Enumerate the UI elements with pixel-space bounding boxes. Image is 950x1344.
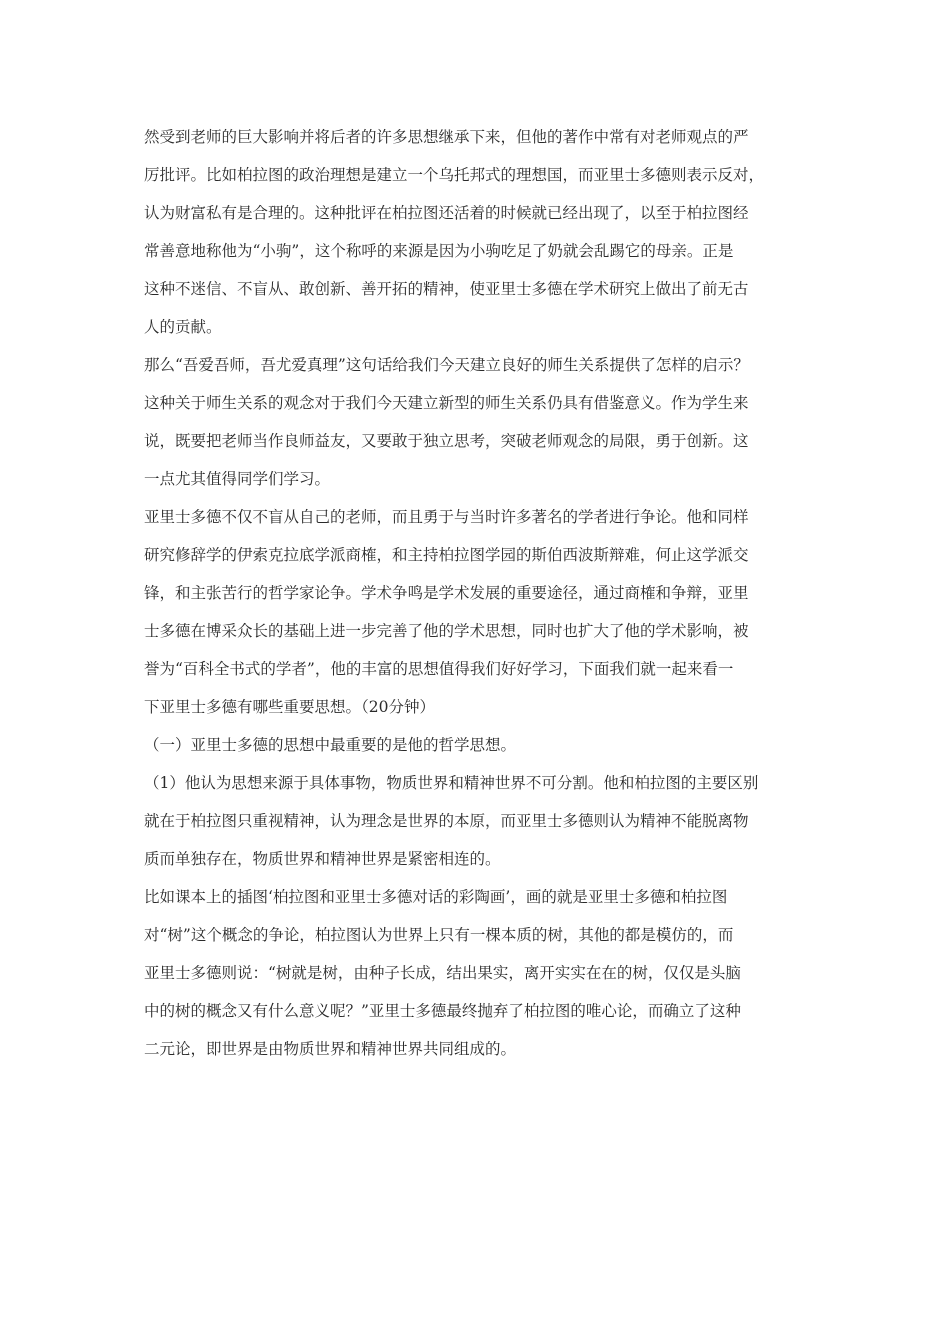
text-line: 然受到老师的巨大影响并将后者的许多思想继承下来，但他的著作中常有对老师观点的严 [144, 128, 749, 146]
text-line: 亚里士多德则说：“树就是树，由种子长成，结出果实，离开实实在在的树，仅仅是头脑 [144, 964, 741, 982]
text-line: 二元论，即世界是由物质世界和精神世界共同组成的。 [144, 1040, 517, 1058]
text-line: 说，既要把老师当作良师益友，又要敢于独立思考，突破老师观念的局限，勇于创新。这 [144, 432, 749, 450]
text-line: 下亚里士多德有哪些重要思想。（20分钟） [144, 698, 435, 716]
text-line: 人的贡献。 [144, 318, 222, 336]
text-line: 质而单独存在，物质世界和精神世界是紧密相连的。 [144, 850, 501, 868]
paragraph-point-1 [144, 764, 808, 878]
text-line: 认为财富私有是合理的。这种批评在柏拉图还活着的时候就已经出现了，以至于柏拉图经 [144, 204, 749, 222]
document-body [144, 118, 808, 1068]
text-line: 一点尤其值得同学们学习。 [144, 470, 331, 488]
section-heading-philosophy [144, 726, 808, 764]
text-line: 士多德在博采众长的基础上进一步完善了他的学术思想，同时也扩大了他的学术影响，被 [144, 622, 749, 640]
text-line: 誉为“百科全书式的学者”，他的丰富的思想值得我们好好学习，下面我们就一起来看一 [144, 660, 734, 678]
paragraph-tree-example [144, 878, 808, 1068]
text-line: 研究修辞学的伊索克拉底学派商榷，和主持柏拉图学园的斯伯西波斯辩难，何止这学派交 [144, 546, 749, 564]
text-line: （1）他认为思想来源于具体事物，物质世界和精神世界不可分割。他和柏拉图的主要区别 [144, 774, 759, 792]
paragraph-criticism [144, 118, 808, 346]
text-line: 厉批评。比如柏拉图的政治理想是建立一个乌托邦式的理想国，而亚里士多德则表示反对， [144, 166, 765, 184]
text-line: 这种关于师生关系的观念对于我们今天建立新型的师生关系仍具有借鉴意义。作为学生来 [144, 394, 749, 412]
text-line: 那么“吾爱吾师，吾尤爱真理”这句话给我们今天建立良好的师生关系提供了怎样的启示？ [144, 356, 749, 374]
text-line: 比如课本上的插图‘柏拉图和亚里士多德对话的彩陶画’，画的就是亚里士多德和柏拉图 [144, 888, 728, 906]
text-line: 中的树的概念又有什么意义呢？”亚里士多德最终抛弃了柏拉图的唯心论，而确立了这种 [144, 1002, 741, 1020]
paragraph-teacher-student [144, 346, 808, 498]
paragraph-debates [144, 498, 808, 726]
text-line: 亚里士多德不仅不盲从自己的老师，而且勇于与当时许多著名的学者进行争论。他和同样 [144, 508, 749, 526]
text-line: 常善意地称他为“小驹”，这个称呼的来源是因为小驹吃足了奶就会乱踢它的母亲。正是 [144, 242, 734, 260]
text-line: 对“树”这个概念的争论，柏拉图认为世界上只有一棵本质的树，其他的都是模仿的，而 [144, 926, 734, 944]
text-line: （一）亚里士多德的思想中最重要的是他的哲学思想。 [144, 736, 517, 754]
text-line: 锋，和主张苦行的哲学家论争。学术争鸣是学术发展的重要途径，通过商榷和争辩，亚里 [144, 584, 749, 602]
text-line: 就在于柏拉图只重视精神，认为理念是世界的本原，而亚里士多德则认为精神不能脱离物 [144, 812, 749, 830]
text-line: 这种不迷信、不盲从、敢创新、善开拓的精神，使亚里士多德在学术研究上做出了前无古 [144, 280, 749, 298]
